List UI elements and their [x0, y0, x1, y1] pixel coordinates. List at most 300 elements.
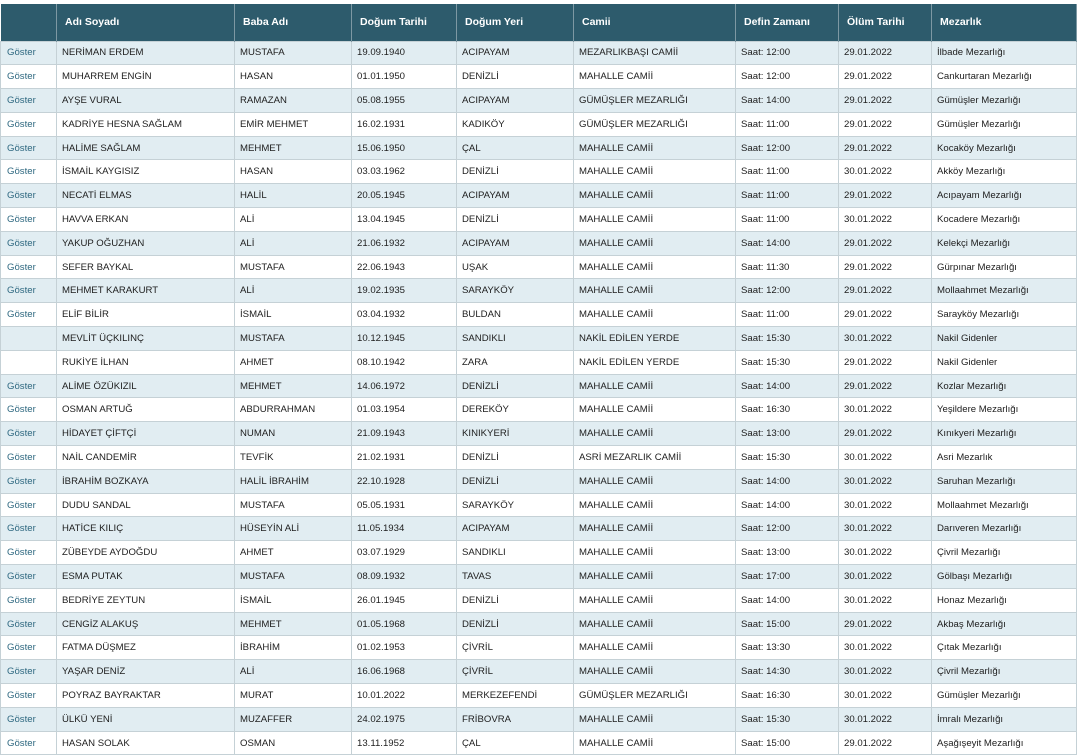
header-death-date[interactable]: Ölüm Tarihi	[839, 4, 932, 41]
cell-father-name: HASAN	[235, 160, 352, 184]
cell-name: NAİL CANDEMİR	[57, 446, 235, 470]
cell-mosque: MAHALLE CAMİİ	[574, 231, 736, 255]
cell-name: HASAN SOLAK	[57, 731, 235, 755]
table-row	[1, 231, 1077, 255]
show-link[interactable]: Göster	[1, 231, 57, 255]
cell-death-date: 29.01.2022	[839, 422, 932, 446]
cell-mosque: MAHALLE CAMİİ	[574, 160, 736, 184]
cell-birth-place: ÇİVRİL	[457, 636, 574, 660]
cell-birth-place: ACIPAYAM	[457, 517, 574, 541]
cell-father-name: HALİL İBRAHİM	[235, 469, 352, 493]
cell-burial-time: Saat: 15:00	[736, 612, 839, 636]
cell-father-name: NUMAN	[235, 422, 352, 446]
cell-cemetery: Çıtak Mezarlığı	[932, 636, 1077, 660]
cell-father-name: EMİR MEHMET	[235, 112, 352, 136]
cell-name: NERİMAN ERDEM	[57, 41, 235, 65]
show-link[interactable]: Göster	[1, 41, 57, 65]
show-link[interactable]: Göster	[1, 65, 57, 89]
cell-burial-time: Saat: 15:00	[736, 731, 839, 755]
cell-mosque: NAKİL EDİLEN YERDE	[574, 327, 736, 351]
cell-birth-date: 03.04.1932	[352, 303, 457, 327]
show-link[interactable]: Göster	[1, 565, 57, 589]
cell-mosque: GÜMÜŞLER MEZARLIĞI	[574, 684, 736, 708]
cell-birth-date: 15.06.1950	[352, 136, 457, 160]
cell-mosque: MEZARLIKBAŞI CAMİİ	[574, 41, 736, 65]
cell-name: RUKİYE İLHAN	[57, 350, 235, 374]
cell-mosque: MAHALLE CAMİİ	[574, 255, 736, 279]
cell-name: HATİCE KILIÇ	[57, 517, 235, 541]
show-link[interactable]: Göster	[1, 660, 57, 684]
table-row	[1, 303, 1077, 327]
cell-birth-date: 01.01.1950	[352, 65, 457, 89]
table-row	[1, 279, 1077, 303]
cell-birth-date: 01.05.1968	[352, 612, 457, 636]
cell-birth-place: UŞAK	[457, 255, 574, 279]
cell-burial-time: Saat: 14:00	[736, 231, 839, 255]
table-body	[1, 41, 1077, 755]
cell-name: ÜLKÜ YENİ	[57, 707, 235, 731]
show-link[interactable]: Göster	[1, 517, 57, 541]
cell-death-date: 29.01.2022	[839, 350, 932, 374]
cell-burial-time: Saat: 11:00	[736, 303, 839, 327]
cell-cemetery: Gümüşler Mezarlığı	[932, 112, 1077, 136]
table-row	[1, 398, 1077, 422]
table-row	[1, 565, 1077, 589]
cell-cemetery: Cankurtaran Mezarlığı	[932, 65, 1077, 89]
show-link[interactable]: Göster	[1, 374, 57, 398]
cell-burial-time: Saat: 11:00	[736, 208, 839, 232]
cell-name: MEVLİT ÜÇKILINÇ	[57, 327, 235, 351]
header-burial-time[interactable]: Defin Zamanı	[736, 4, 839, 41]
cell-death-date: 29.01.2022	[839, 255, 932, 279]
cell-father-name: MUSTAFA	[235, 493, 352, 517]
cell-birth-place: MERKEZEFENDİ	[457, 684, 574, 708]
show-link[interactable]: Göster	[1, 160, 57, 184]
cell-mosque: MAHALLE CAMİİ	[574, 565, 736, 589]
cell-burial-time: Saat: 11:00	[736, 112, 839, 136]
table-row	[1, 65, 1077, 89]
cell-death-date: 30.01.2022	[839, 160, 932, 184]
cell-father-name: HÜSEYİN ALİ	[235, 517, 352, 541]
show-link[interactable]: Göster	[1, 493, 57, 517]
cell-cemetery: Gürpınar Mezarlığı	[932, 255, 1077, 279]
cell-birth-place: DENİZLİ	[457, 446, 574, 470]
cell-mosque: MAHALLE CAMİİ	[574, 660, 736, 684]
show-link[interactable]: Göster	[1, 255, 57, 279]
cell-burial-time: Saat: 14:00	[736, 469, 839, 493]
cell-name: YAKUP OĞUZHAN	[57, 231, 235, 255]
cell-name: HALİME SAĞLAM	[57, 136, 235, 160]
cell-burial-time: Saat: 12:00	[736, 279, 839, 303]
cell-cemetery: Honaz Mezarlığı	[932, 588, 1077, 612]
cell-name: YAŞAR DENİZ	[57, 660, 235, 684]
cell-mosque: MAHALLE CAMİİ	[574, 208, 736, 232]
cell-burial-time: Saat: 14:00	[736, 493, 839, 517]
show-link[interactable]: Göster	[1, 208, 57, 232]
cell-birth-date: 22.10.1928	[352, 469, 457, 493]
cell-father-name: TEVFİK	[235, 446, 352, 470]
cell-father-name: İBRAHİM	[235, 636, 352, 660]
header-name[interactable]: Adı Soyadı	[57, 4, 235, 41]
cell-burial-time: Saat: 12:00	[736, 517, 839, 541]
cell-birth-date: 21.06.1932	[352, 231, 457, 255]
cell-mosque: GÜMÜŞLER MEZARLIĞI	[574, 89, 736, 113]
table-row	[1, 588, 1077, 612]
table-row	[1, 422, 1077, 446]
cell-death-date: 29.01.2022	[839, 612, 932, 636]
cell-cemetery: Gümüşler Mezarlığı	[932, 89, 1077, 113]
cell-name: KADRİYE HESNA SAĞLAM	[57, 112, 235, 136]
cell-burial-time: Saat: 13:30	[736, 636, 839, 660]
cell-burial-time: Saat: 13:00	[736, 541, 839, 565]
cell-death-date: 29.01.2022	[839, 65, 932, 89]
cell-burial-time: Saat: 15:30	[736, 707, 839, 731]
show-link[interactable]: Göster	[1, 684, 57, 708]
table-row	[1, 208, 1077, 232]
cell-name: FATMA DÜŞMEZ	[57, 636, 235, 660]
header-action	[1, 4, 57, 41]
cell-birth-place: ÇAL	[457, 731, 574, 755]
show-link[interactable]: Göster	[1, 636, 57, 660]
show-link[interactable]: Göster	[1, 136, 57, 160]
cell-mosque: MAHALLE CAMİİ	[574, 184, 736, 208]
header-birth-place[interactable]: Doğum Yeri	[457, 4, 574, 41]
cell-mosque: MAHALLE CAMİİ	[574, 707, 736, 731]
cell-birth-date: 03.03.1962	[352, 160, 457, 184]
cell-cemetery: Gümüşler Mezarlığı	[932, 684, 1077, 708]
cell-burial-time: Saat: 11:00	[736, 160, 839, 184]
header-row	[1, 4, 1077, 41]
table-row	[1, 517, 1077, 541]
cell-name: DUDU SANDAL	[57, 493, 235, 517]
cell-death-date: 30.01.2022	[839, 636, 932, 660]
cell-death-date: 30.01.2022	[839, 493, 932, 517]
show-link[interactable]: Göster	[1, 707, 57, 731]
cell-cemetery: Gölbaşı Mezarlığı	[932, 565, 1077, 589]
header-birth-date[interactable]: Doğum Tarihi	[352, 4, 457, 41]
cell-mosque: NAKİL EDİLEN YERDE	[574, 350, 736, 374]
cell-cemetery: Çivril Mezarlığı	[932, 660, 1077, 684]
table-row	[1, 184, 1077, 208]
cell-cemetery: Asri Mezarlık	[932, 446, 1077, 470]
cell-cemetery: Sarayköy Mezarlığı	[932, 303, 1077, 327]
cell-birth-place: DENİZLİ	[457, 374, 574, 398]
show-link[interactable]: Göster	[1, 588, 57, 612]
cell-death-date: 30.01.2022	[839, 398, 932, 422]
cell-mosque: MAHALLE CAMİİ	[574, 731, 736, 755]
cell-cemetery: Kınıkyeri Mezarlığı	[932, 422, 1077, 446]
cell-birth-date: 22.06.1943	[352, 255, 457, 279]
cell-cemetery: Saruhan Mezarlığı	[932, 469, 1077, 493]
cell-birth-place: SARAYKÖY	[457, 493, 574, 517]
cell-burial-time: Saat: 15:30	[736, 446, 839, 470]
cell-name: MEHMET KARAKURT	[57, 279, 235, 303]
empty-action-cell	[1, 350, 57, 374]
cell-birth-place: KADIKÖY	[457, 112, 574, 136]
cell-birth-date: 21.02.1931	[352, 446, 457, 470]
table-row	[1, 41, 1077, 65]
table-row	[1, 374, 1077, 398]
cell-cemetery: İmralı Mezarlığı	[932, 707, 1077, 731]
cell-name: POYRAZ BAYRAKTAR	[57, 684, 235, 708]
cell-birth-date: 03.07.1929	[352, 541, 457, 565]
cell-death-date: 29.01.2022	[839, 731, 932, 755]
cell-cemetery: Mollaahmet Mezarlığı	[932, 279, 1077, 303]
cell-death-date: 30.01.2022	[839, 327, 932, 351]
cell-cemetery: Yeşildere Mezarlığı	[932, 398, 1077, 422]
cell-mosque: MAHALLE CAMİİ	[574, 612, 736, 636]
cell-burial-time: Saat: 12:00	[736, 136, 839, 160]
cell-birth-date: 16.06.1968	[352, 660, 457, 684]
table-header	[1, 4, 1077, 41]
cell-cemetery: Nakil Gidenler	[932, 350, 1077, 374]
cell-burial-time: Saat: 15:30	[736, 327, 839, 351]
cell-father-name: İSMAİL	[235, 303, 352, 327]
cell-burial-time: Saat: 14:00	[736, 374, 839, 398]
cell-death-date: 30.01.2022	[839, 565, 932, 589]
obituary-table	[0, 4, 1077, 755]
cell-death-date: 30.01.2022	[839, 517, 932, 541]
cell-birth-date: 26.01.1945	[352, 588, 457, 612]
cell-death-date: 29.01.2022	[839, 136, 932, 160]
cell-birth-place: DENİZLİ	[457, 65, 574, 89]
cell-father-name: MUSTAFA	[235, 255, 352, 279]
cell-birth-date: 19.02.1935	[352, 279, 457, 303]
cell-death-date: 30.01.2022	[839, 469, 932, 493]
cell-cemetery: Kelekçi Mezarlığı	[932, 231, 1077, 255]
cell-birth-date: 20.05.1945	[352, 184, 457, 208]
cell-birth-place: ACIPAYAM	[457, 89, 574, 113]
cell-mosque: ASRİ MEZARLIK CAMİİ	[574, 446, 736, 470]
cell-burial-time: Saat: 14:00	[736, 89, 839, 113]
cell-father-name: MUSTAFA	[235, 41, 352, 65]
show-link[interactable]: Göster	[1, 731, 57, 755]
table-row	[1, 731, 1077, 755]
cell-burial-time: Saat: 13:00	[736, 422, 839, 446]
table-row	[1, 636, 1077, 660]
cell-mosque: MAHALLE CAMİİ	[574, 588, 736, 612]
cell-cemetery: Akköy Mezarlığı	[932, 160, 1077, 184]
cell-burial-time: Saat: 12:00	[736, 65, 839, 89]
cell-burial-time: Saat: 16:30	[736, 684, 839, 708]
cell-death-date: 29.01.2022	[839, 303, 932, 327]
cell-birth-date: 08.09.1932	[352, 565, 457, 589]
cell-cemetery: Darıveren Mezarlığı	[932, 517, 1077, 541]
table-row	[1, 660, 1077, 684]
cell-birth-place: SANDIKLI	[457, 327, 574, 351]
cell-name: NECATİ ELMAS	[57, 184, 235, 208]
cell-death-date: 29.01.2022	[839, 184, 932, 208]
table-row	[1, 707, 1077, 731]
cell-name: HAVVA ERKAN	[57, 208, 235, 232]
cell-burial-time: Saat: 12:00	[736, 41, 839, 65]
show-link[interactable]: Göster	[1, 398, 57, 422]
cell-name: İBRAHİM BOZKAYA	[57, 469, 235, 493]
cell-death-date: 30.01.2022	[839, 446, 932, 470]
cell-cemetery: İlbade Mezarlığı	[932, 41, 1077, 65]
cell-birth-place: ACIPAYAM	[457, 231, 574, 255]
show-link[interactable]: Göster	[1, 612, 57, 636]
cell-father-name: MEHMET	[235, 136, 352, 160]
cell-birth-place: FRİBOVRA	[457, 707, 574, 731]
cell-death-date: 30.01.2022	[839, 707, 932, 731]
table-row	[1, 350, 1077, 374]
cell-birth-place: BULDAN	[457, 303, 574, 327]
show-link[interactable]: Göster	[1, 89, 57, 113]
cell-cemetery: Kocadere Mezarlığı	[932, 208, 1077, 232]
cell-birth-place: SANDIKLI	[457, 541, 574, 565]
cell-name: İSMAİL KAYGISIZ	[57, 160, 235, 184]
table-row	[1, 112, 1077, 136]
cell-birth-place: KINIKYERİ	[457, 422, 574, 446]
header-father-name[interactable]: Baba Adı	[235, 4, 352, 41]
cell-cemetery: Aşağışeyit Mezarlığı	[932, 731, 1077, 755]
cell-mosque: MAHALLE CAMİİ	[574, 469, 736, 493]
cell-birth-place: DENİZLİ	[457, 612, 574, 636]
cell-father-name: MUZAFFER	[235, 707, 352, 731]
cell-mosque: MAHALLE CAMİİ	[574, 422, 736, 446]
cell-father-name: ALİ	[235, 279, 352, 303]
table-row	[1, 327, 1077, 351]
show-link[interactable]: Göster	[1, 184, 57, 208]
table-row	[1, 160, 1077, 184]
cell-cemetery: Kocaköy Mezarlığı	[932, 136, 1077, 160]
cell-name: ELİF BİLİR	[57, 303, 235, 327]
cell-birth-place: DEREKÖY	[457, 398, 574, 422]
cell-cemetery: Mollaahmet Mezarlığı	[932, 493, 1077, 517]
cell-burial-time: Saat: 15:30	[736, 350, 839, 374]
cell-father-name: ABDURRAHMAN	[235, 398, 352, 422]
cell-father-name: HALİL	[235, 184, 352, 208]
header-cemetery[interactable]: Mezarlık	[932, 4, 1077, 41]
show-link[interactable]: Göster	[1, 303, 57, 327]
cell-burial-time: Saat: 14:00	[736, 588, 839, 612]
cell-death-date: 30.01.2022	[839, 541, 932, 565]
cell-birth-place: ÇAL	[457, 136, 574, 160]
cell-death-date: 29.01.2022	[839, 41, 932, 65]
cell-birth-date: 19.09.1940	[352, 41, 457, 65]
cell-father-name: ALİ	[235, 231, 352, 255]
cell-name: ESMA PUTAK	[57, 565, 235, 589]
cell-birth-date: 01.02.1953	[352, 636, 457, 660]
cell-cemetery: Çivril Mezarlığı	[932, 541, 1077, 565]
table-row	[1, 89, 1077, 113]
cell-birth-date: 10.12.1945	[352, 327, 457, 351]
table-row	[1, 493, 1077, 517]
show-link[interactable]: Göster	[1, 422, 57, 446]
cell-cemetery: Nakil Gidenler	[932, 327, 1077, 351]
cell-birth-place: ÇİVRİL	[457, 660, 574, 684]
cell-name: HİDAYET ÇİFTÇİ	[57, 422, 235, 446]
show-link[interactable]: Göster	[1, 541, 57, 565]
cell-cemetery: Akbaş Mezarlığı	[932, 612, 1077, 636]
cell-death-date: 30.01.2022	[839, 588, 932, 612]
cell-death-date: 29.01.2022	[839, 89, 932, 113]
cell-birth-date: 01.03.1954	[352, 398, 457, 422]
cell-name: ALİME ÖZÜKIZIL	[57, 374, 235, 398]
cell-name: CENGİZ ALAKUŞ	[57, 612, 235, 636]
cell-birth-place: DENİZLİ	[457, 588, 574, 612]
cell-father-name: ALİ	[235, 208, 352, 232]
cell-birth-place: ZARA	[457, 350, 574, 374]
cell-mosque: MAHALLE CAMİİ	[574, 541, 736, 565]
cell-death-date: 29.01.2022	[839, 231, 932, 255]
cell-birth-date: 11.05.1934	[352, 517, 457, 541]
cell-birth-place: TAVAS	[457, 565, 574, 589]
cell-father-name: RAMAZAN	[235, 89, 352, 113]
cell-death-date: 30.01.2022	[839, 660, 932, 684]
cell-death-date: 30.01.2022	[839, 684, 932, 708]
cell-father-name: OSMAN	[235, 731, 352, 755]
cell-mosque: MAHALLE CAMİİ	[574, 636, 736, 660]
show-link[interactable]: Göster	[1, 279, 57, 303]
cell-birth-date: 05.08.1955	[352, 89, 457, 113]
cell-mosque: MAHALLE CAMİİ	[574, 517, 736, 541]
cell-mosque: MAHALLE CAMİİ	[574, 303, 736, 327]
cell-father-name: MEHMET	[235, 374, 352, 398]
cell-death-date: 29.01.2022	[839, 374, 932, 398]
show-link[interactable]: Göster	[1, 112, 57, 136]
cell-birth-date: 08.10.1942	[352, 350, 457, 374]
cell-mosque: MAHALLE CAMİİ	[574, 279, 736, 303]
show-link[interactable]: Göster	[1, 446, 57, 470]
cell-name: ZÜBEYDE AYDOĞDU	[57, 541, 235, 565]
cell-name: OSMAN ARTUĞ	[57, 398, 235, 422]
cell-name: BEDRİYE ZEYTUN	[57, 588, 235, 612]
table-row	[1, 684, 1077, 708]
show-link[interactable]: Göster	[1, 469, 57, 493]
cell-father-name: ALİ	[235, 660, 352, 684]
cell-birth-place: ACIPAYAM	[457, 41, 574, 65]
table-row	[1, 255, 1077, 279]
cell-death-date: 29.01.2022	[839, 279, 932, 303]
cell-burial-time: Saat: 16:30	[736, 398, 839, 422]
cell-birth-place: DENİZLİ	[457, 208, 574, 232]
cell-burial-time: Saat: 14:30	[736, 660, 839, 684]
cell-father-name: AHMET	[235, 541, 352, 565]
cell-birth-date: 05.05.1931	[352, 493, 457, 517]
cell-burial-time: Saat: 11:00	[736, 184, 839, 208]
cell-birth-date: 21.09.1943	[352, 422, 457, 446]
table-row	[1, 469, 1077, 493]
cell-father-name: MUSTAFA	[235, 327, 352, 351]
cell-birth-date: 13.04.1945	[352, 208, 457, 232]
cell-name: AYŞE VURAL	[57, 89, 235, 113]
cell-mosque: MAHALLE CAMİİ	[574, 65, 736, 89]
cell-birth-place: DENİZLİ	[457, 469, 574, 493]
cell-mosque: MAHALLE CAMİİ	[574, 493, 736, 517]
cell-mosque: GÜMÜŞLER MEZARLIĞI	[574, 112, 736, 136]
table-row	[1, 612, 1077, 636]
cell-burial-time: Saat: 11:30	[736, 255, 839, 279]
cell-birth-date: 14.06.1972	[352, 374, 457, 398]
cell-burial-time: Saat: 17:00	[736, 565, 839, 589]
cell-mosque: MAHALLE CAMİİ	[574, 136, 736, 160]
table-row	[1, 136, 1077, 160]
cell-birth-place: ACIPAYAM	[457, 184, 574, 208]
cell-father-name: HASAN	[235, 65, 352, 89]
cell-name: SEFER BAYKAL	[57, 255, 235, 279]
cell-name: MUHARREM ENGİN	[57, 65, 235, 89]
header-mosque[interactable]: Camii	[574, 4, 736, 41]
cell-cemetery: Kozlar Mezarlığı	[932, 374, 1077, 398]
cell-birth-date: 24.02.1975	[352, 707, 457, 731]
cell-father-name: MEHMET	[235, 612, 352, 636]
cell-birth-date: 16.02.1931	[352, 112, 457, 136]
cell-birth-place: SARAYKÖY	[457, 279, 574, 303]
cell-death-date: 30.01.2022	[839, 208, 932, 232]
cell-birth-date: 10.01.2022	[352, 684, 457, 708]
